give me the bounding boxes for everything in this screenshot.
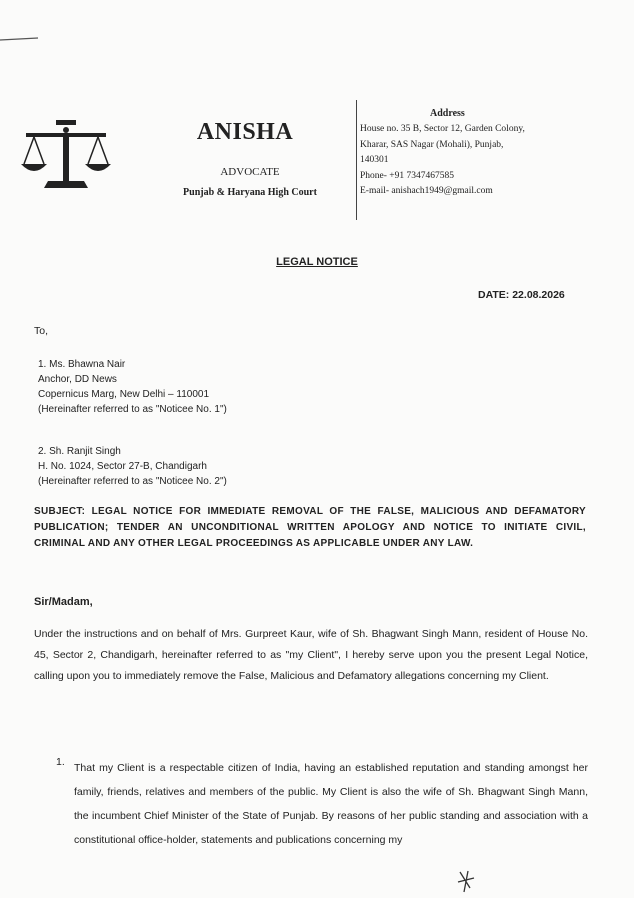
noticee-2-line: (Hereinafter referred to as "Noticee No. 2") bbox=[38, 476, 227, 487]
court-name: Punjab & Haryana High Court bbox=[183, 187, 317, 198]
point-1-number: 1. bbox=[56, 756, 65, 768]
noticee-1-block bbox=[38, 357, 227, 417]
intro-paragraph: Under the instructions and on behalf of Mrs. Gurpreet Kaur, wife of Sh. Bhagwant Singh Mann, resident of House No. 45, Sector 2, Chandigarh, hereinafter referred to as "my Client", I hereby serve upon you the present Legal Notice, calling upon you to immediately remove the False, Malicious and Defamatory allegations concerning my Client. bbox=[34, 628, 588, 682]
address-title: Address bbox=[430, 108, 465, 119]
to-label: To, bbox=[34, 325, 49, 337]
noticee-2-line: H. No. 1024, Sector 27-B, Chandigarh bbox=[38, 461, 207, 472]
address-line: Kharar, SAS Nagar (Mohali), Punjab, bbox=[360, 139, 504, 150]
noticee-1-line: Anchor, DD News bbox=[38, 374, 117, 385]
address-block bbox=[360, 122, 630, 200]
scales-of-justice-icon bbox=[18, 118, 114, 194]
handwritten-initial-mark bbox=[454, 868, 478, 894]
noticee-1-line: (Hereinafter referred to as "Noticee No. 1") bbox=[38, 404, 227, 415]
salutation: Sir/Madam, bbox=[34, 596, 93, 608]
advocate-name: ANISHA bbox=[196, 119, 294, 145]
letterhead-divider bbox=[356, 100, 357, 220]
address-line: E-mail- anishach1949@gmail.com bbox=[360, 186, 493, 196]
address-line: 140301 bbox=[360, 155, 389, 165]
noticee-2-block bbox=[38, 444, 227, 489]
noticee-1-line: 1. Ms. Bhawna Nair bbox=[38, 359, 126, 370]
address-line: House no. 35 B, Sector 12, Garden Colony, bbox=[360, 124, 525, 134]
subject-line: SUBJECT: LEGAL NOTICE FOR IMMEDIATE REMOVAL OF THE FALSE, MALICIOUS AND DEFAMATORY PUBLICATION; TENDER AN UNCONDITIONAL WRITTEN APOLOGY AND NOTICE TO INITIATE CIVIL, CRIMINAL AND ANY OTHER LEGAL PROCEEDINGS AS APPLICABLE UNDER ANY LAW. bbox=[34, 506, 586, 549]
point-1-text: That my Client is a respectable citizen of India, having an established reputation and standing amongst her family, friends, relatives and members of the public. My Client is also the wife of Sh. Bhagwant Singh Mann, the incumbent Chief Minister of the State of Punjab. By reasons of her public standing and association with a constitutional office-holder, statements and publications concerning my bbox=[74, 762, 588, 846]
notice-title: LEGAL NOTICE bbox=[276, 256, 358, 268]
notice-date: DATE: 22.08.2026 bbox=[478, 289, 565, 301]
noticee-1-line: Copernicus Marg, New Delhi – 110001 bbox=[38, 389, 210, 400]
noticee-2-line: 2. Sh. Ranjit Singh bbox=[38, 446, 121, 457]
corner-pen-mark bbox=[0, 0, 50, 50]
advocate-role: ADVOCATE bbox=[220, 166, 280, 178]
address-line: Phone- +91 7347467585 bbox=[360, 170, 455, 181]
